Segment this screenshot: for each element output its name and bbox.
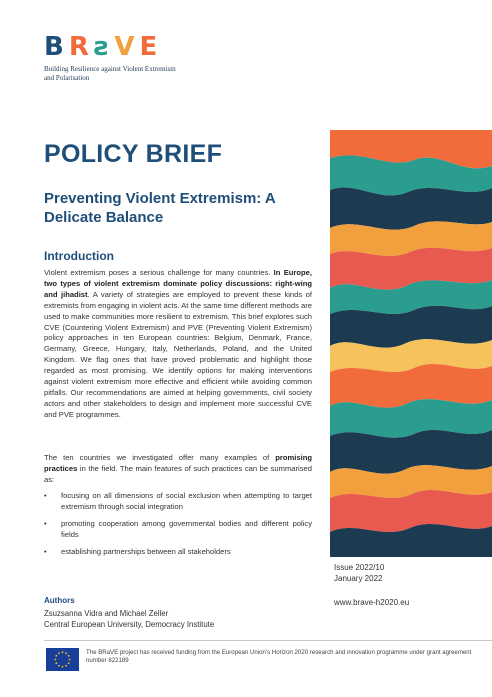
issue-number: Issue 2022/10	[334, 563, 385, 572]
logo-letter: V	[114, 32, 140, 62]
list-item	[44, 491, 312, 513]
logo-letter: R	[68, 32, 94, 62]
paragraph-emphasis: In Europe, two types of violent extremism dominate policy discussions: right-wing and jihadist	[44, 268, 312, 299]
list-item-text: establishing partnerships between all stakeholders	[61, 546, 231, 556]
paragraph-text: The ten countries we investigated offer many examples of	[44, 453, 276, 462]
issue-date: January 2022	[334, 574, 383, 583]
logo-letter: ƨ	[93, 32, 115, 62]
website-link[interactable]: www.brave-h2020.eu	[334, 598, 410, 607]
list-item	[44, 519, 312, 541]
paragraph-emphasis: promising practices	[44, 453, 312, 473]
issue-info	[334, 562, 384, 584]
practices-list	[44, 491, 312, 564]
logo-wordmark	[44, 34, 184, 60]
list-item	[44, 547, 312, 558]
paragraph-text: . A variety of strategies are employed to prevent these kinds of extremists from engaging in violent acts. At the same time different methods are used to make communities more resilient to extremism. This brief explores such CVE (Countering Violent Extremism) and PVE (Preventing Violent Extremism) policy approaches in ten European countries: Belgium, Denmark, France, Germany, Greece, Hungary, Italy, Netherlands, Poland, and the United Kingdom. We flag ones that have proved problematic and highlight those regarded as most promising. We identify options for making interventions against violent extremism more effective and efficient while avoiding common pitfalls. Our recommendations are aimed at helping governments, civil society actors and other stakeholders to design and implement more successful CVE and PVE programmes.	[44, 289, 312, 419]
bullet-icon: •	[44, 491, 47, 500]
list-item-text: focusing on all dimensions of social exclusion when attempting to target extremism through social integration	[61, 491, 312, 511]
list-item-text: promoting cooperation among governmental bodies and different policy fields	[61, 518, 312, 539]
paragraph-text: in the field. The main features of such practices can be summarised as:	[44, 463, 312, 484]
brief-subtitle: Preventing Violent Extremism: A Delicate Balance	[44, 190, 276, 226]
authors-heading: Authors	[44, 596, 75, 605]
introduction-paragraph-1	[44, 268, 312, 421]
bullet-icon: •	[44, 546, 47, 556]
logo-letter: E	[139, 32, 163, 62]
introduction-paragraph-2	[44, 453, 312, 486]
logo-tagline: Building Resilience against Violent Extremism and Polarisation	[44, 65, 176, 82]
author-names: Zsuzsanna Vidra and Michael Zeller	[44, 609, 169, 618]
bullet-icon: •	[44, 518, 47, 528]
eu-flag-icon	[46, 648, 79, 671]
decorative-artwork	[330, 130, 492, 557]
logo-letter: B	[44, 32, 69, 62]
introduction-heading: Introduction	[44, 249, 114, 263]
paragraph-text: Violent extremism poses a serious challenge for many countries.	[44, 268, 274, 277]
funding-acknowledgement: The BRaVE project has received funding from the European Union’s Horizon 2020 research and innovation programme under grant agreement number 822189	[86, 649, 472, 664]
authors-block	[44, 609, 214, 630]
author-affiliation: Central European University, Democracy Institute	[44, 619, 215, 629]
footer-divider	[44, 640, 492, 641]
brave-logo	[44, 34, 184, 83]
document-type-title: POLICY BRIEF	[44, 140, 223, 168]
